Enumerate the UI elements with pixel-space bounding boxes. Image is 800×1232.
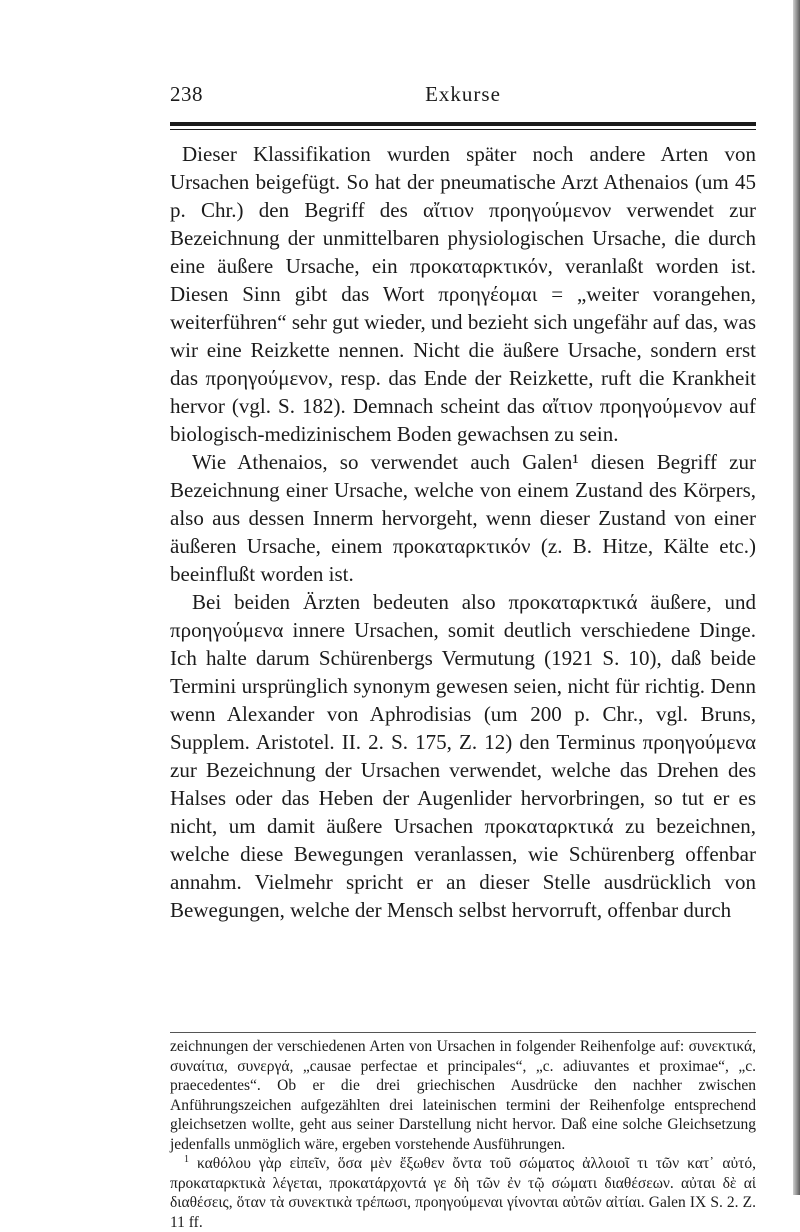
footnote-1 [170, 1154, 756, 1232]
paragraph-2: Wie Athenaios, so verwendet auch Galen¹ diesen Begriff zur Bezeichnung einer Ursache, welche von einem Zustand des Körpers, also aus dessen Innerm hervorgeht, wenn dieser Zustand von einer äußeren Ursache, einem προκαταρκτικόν (z. B. Hitze, Kälte etc.) beeinflußt worden ist. [170, 450, 756, 586]
page-edge-shadow [793, 0, 800, 1195]
paragraph-3: Bei beiden Ärzten bedeuten also προκαταρκτικά äußere, und προηγούμενα innere Ursachen, somit deutlich verschiedene Dinge. Ich halte darum Schürenbergs Vermutung (1921 S. 10), daß beide Termini ursprünglich synonym gewesen seien, nicht für richtig. Denn wenn Alexander von Aphrodisias (um 200 p. Chr., vgl. Bruns, Supplem. Aristotel. II. 2. S. 175, Z. 12) den Terminus προηγούμενα zur Bezeichnung der Ursachen verwendet, welche das Drehen des Halses oder das Heben der Augenlider hervorbringen, so tut er es nicht, um damit äußere Ursachen προκαταρκτικά zu bezeichnen, welche diese Bewegungen veranlassen, wie Schürenberg offenbar annahm. Vielmehr spricht er an dieser Stelle ausdrücklich von Bewegungen, welche der Mensch selbst hervorruft, offenbar durch [170, 590, 756, 922]
body-text [170, 140, 756, 924]
footnote-1-text: καθόλου γὰρ εἰπεῖν, ὅσα μὲν ἔξωθεν ὄντα τοῦ σώματος ἀλλοιοῖ τι τῶν κατ᾽ αὐτό, προκαταρκτικὰ λέγεται, προκατάρχοντά γε δὴ τῶν ἐν τῷ σώματι διαθέσεων. αὐται δὲ αἱ διαθέσεις, ὅταν τὰ συνεκτικὰ τρέπωσι, προηγούμεναι γίνονται αὐτῶν αἰτίαι. Galen IX S. 2. Z. 11 ff. [170, 1155, 756, 1231]
header-rule-thick [170, 122, 756, 126]
footnotes [170, 1037, 756, 1232]
header-rule-thin [170, 129, 756, 130]
page-header [170, 82, 756, 122]
paragraph-1: Dieser Klassifikation wurden später noch andere Arten von Ursachen beigefügt. So hat der pneumatische Arzt Athenaios (um 45 p. Chr.) den Begriff des αἴτιον προηγούμενον verwendet zur Bezeichnung der unmittelbaren physiologischen Ursache, die durch eine äußere Ursache, ein προκαταρκτικόν, veranlaßt worden ist. Diesen Sinn gibt das Wort προηγέομαι = „weiter vorangehen, weiterführen“ sehr gut wieder, und bezieht sich ungefähr auf das, was wir eine Reizkette nennen. Nicht die äußere Ursache, sondern erst das προηγούμενον, resp. das Ende der Reizkette, ruft die Krankheit hervor (vgl. S. 182). Demnach scheint das αἴτιον προηγούμενον auf biologisch-medizinischem Boden gewachsen zu sein. [170, 142, 756, 446]
running-head: Exkurse [425, 82, 501, 106]
footnote-continuation: zeichnungen der verschiedenen Arten von Ursachen in folgender Reihenfolge auf: συνεκτικά, συναίτια, συνεργά, „causae perfectae et principales“, „c. adiuvantes et proximae“, „c. praecedentes“. Ob er die drei griechischen Ausdrücke den nachher zwischen Anführungszeichen aufgezählten drei lateinischen termini der Reihenfolge entsprechend gleichsetzen wollte, geht aus seiner Darstellung nicht hervor. Daß eine solche Gleichsetzung jedenfalls unmöglich wäre, ergeben vorstehende Ausführungen. [170, 1038, 756, 1153]
footnote-marker: 1 [184, 1153, 189, 1165]
page-number: 238 [170, 82, 203, 106]
footnote-separator [170, 1032, 756, 1033]
